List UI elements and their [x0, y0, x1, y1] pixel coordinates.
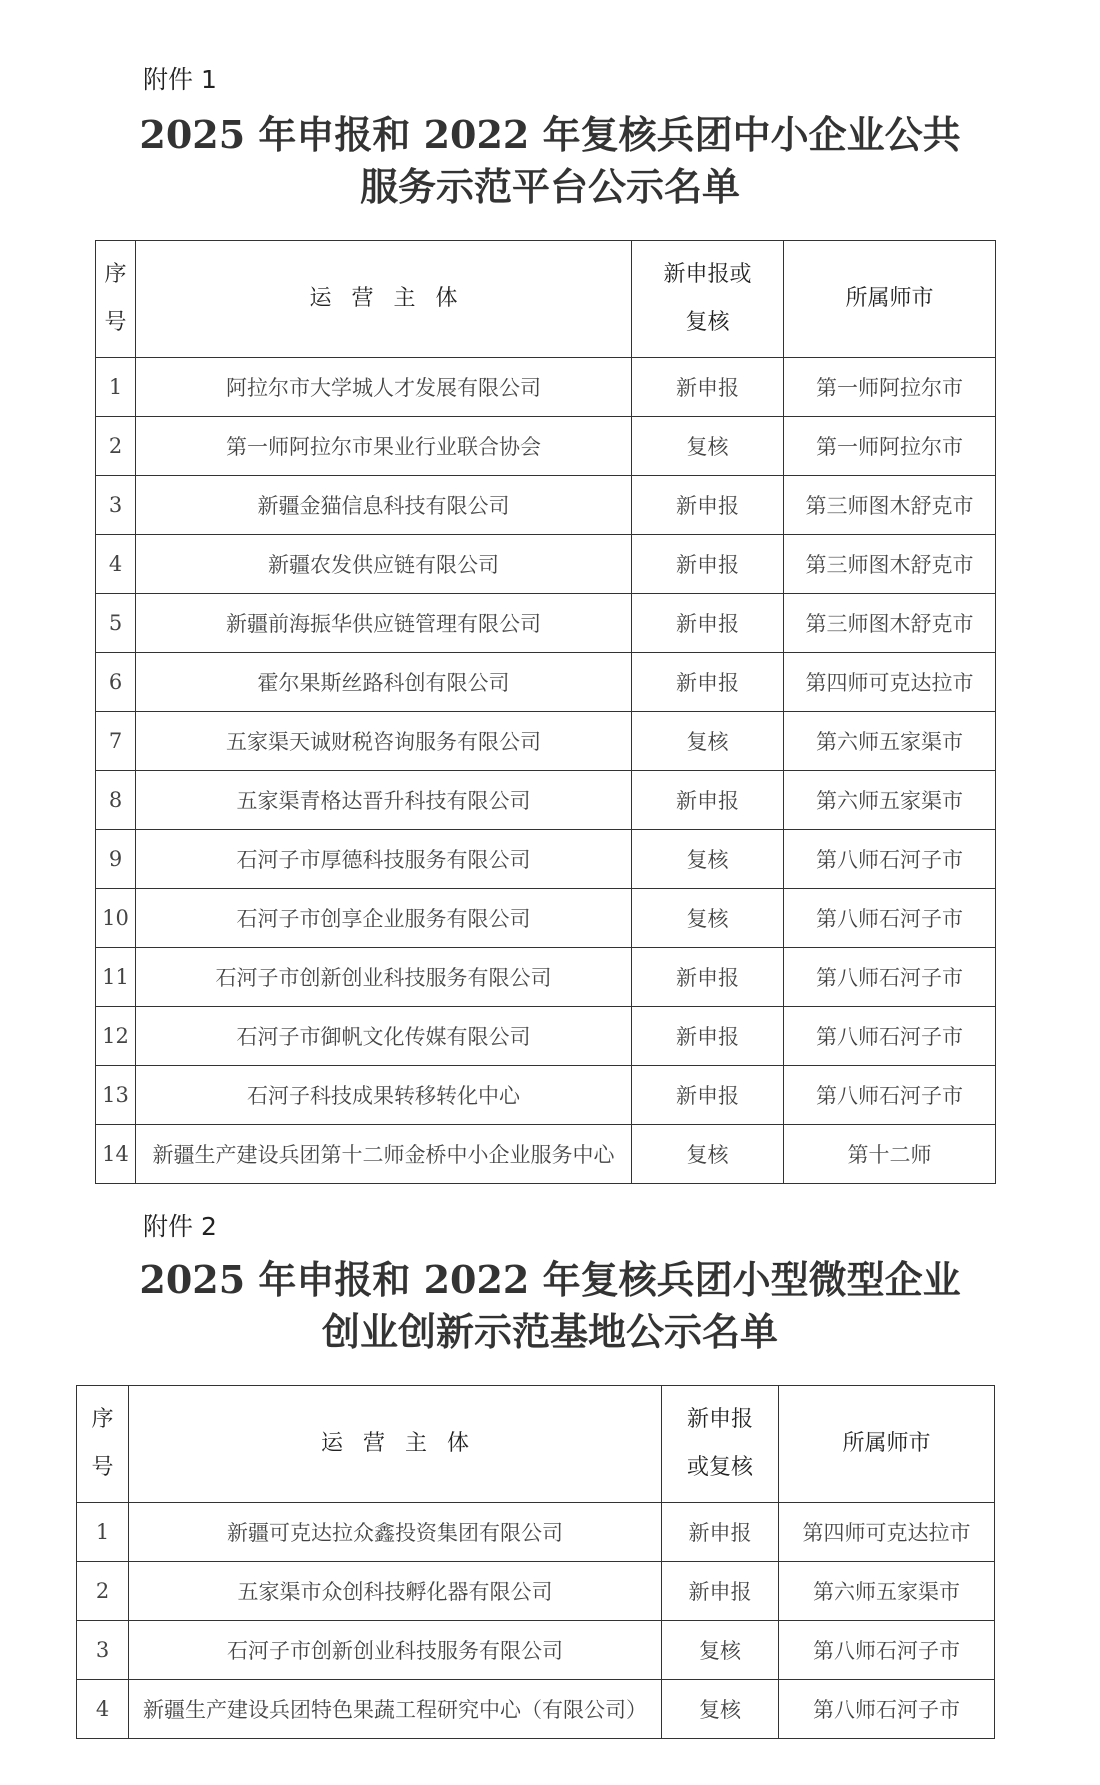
row-type: 新申报	[632, 476, 784, 535]
header-type-line2: 或复核	[686, 1455, 753, 1480]
row-entity: 石河子市御帆文化传媒有限公司	[136, 1007, 632, 1066]
row-entity: 新疆前海振华供应链管理有限公司	[136, 594, 632, 653]
table-row	[77, 1503, 995, 1562]
row-division: 第八师石河子市	[784, 948, 996, 1007]
row-division: 第六师五家渠市	[784, 771, 996, 830]
header-seq-bottom: 号	[91, 1455, 114, 1480]
row-type: 复核	[662, 1621, 779, 1680]
row-type: 复核	[632, 1125, 784, 1184]
table-row	[96, 535, 996, 594]
header-type-line1: 新申报或	[663, 262, 752, 287]
row-entity: 石河子科技成果转移转化中心	[136, 1066, 632, 1125]
table-row	[96, 771, 996, 830]
header-type	[662, 1386, 779, 1503]
row-seq: 6	[96, 653, 136, 712]
table-row	[96, 948, 996, 1007]
attachment-2-table	[76, 1385, 995, 1739]
row-seq: 10	[96, 889, 136, 948]
row-entity: 五家渠市众创科技孵化器有限公司	[129, 1562, 662, 1621]
row-entity: 五家渠天诚财税咨询服务有限公司	[136, 712, 632, 771]
row-seq: 3	[96, 476, 136, 535]
table-row	[96, 889, 996, 948]
row-type: 新申报	[662, 1562, 779, 1621]
row-seq: 4	[96, 535, 136, 594]
row-division: 第三师图木舒克市	[784, 535, 996, 594]
header-division: 所属师市	[784, 241, 996, 358]
row-entity: 石河子市创享企业服务有限公司	[136, 889, 632, 948]
row-type: 新申报	[662, 1503, 779, 1562]
row-seq: 4	[77, 1680, 129, 1739]
row-entity: 新疆生产建设兵团特色果蔬工程研究中心（有限公司）	[129, 1680, 662, 1739]
row-seq: 2	[77, 1562, 129, 1621]
attachment-1-table	[95, 240, 996, 1184]
row-division: 第三师图木舒克市	[784, 594, 996, 653]
row-type: 新申报	[632, 594, 784, 653]
attachment-1-label: 附件 1	[143, 65, 217, 94]
header-seq-bottom: 号	[104, 310, 127, 335]
header-seq-top: 序	[104, 262, 127, 287]
row-seq: 7	[96, 712, 136, 771]
table-row	[77, 1621, 995, 1680]
row-seq: 2	[96, 417, 136, 476]
row-entity: 阿拉尔市大学城人才发展有限公司	[136, 358, 632, 417]
row-seq: 3	[77, 1621, 129, 1680]
header-seq-top: 序	[91, 1407, 114, 1432]
row-type: 新申报	[632, 535, 784, 594]
row-seq: 5	[96, 594, 136, 653]
attachment-1-title-line1: 2025 年申报和 2022 年复核兵团中小企业公共	[139, 112, 961, 157]
row-seq: 1	[96, 358, 136, 417]
row-entity: 新疆金猫信息科技有限公司	[136, 476, 632, 535]
table-row	[96, 476, 996, 535]
table-row	[96, 653, 996, 712]
header-type	[632, 241, 784, 358]
table-row	[96, 1066, 996, 1125]
row-division: 第三师图木舒克市	[784, 476, 996, 535]
header-seq	[77, 1386, 129, 1503]
row-division: 第六师五家渠市	[784, 712, 996, 771]
table-row	[96, 712, 996, 771]
table-header-row	[77, 1386, 995, 1503]
row-division: 第八师石河子市	[779, 1680, 995, 1739]
attachment-2-rows	[77, 1503, 995, 1739]
attachment-1-title-line2: 服务示范平台公示名单	[359, 164, 740, 209]
row-division: 第十二师	[784, 1125, 996, 1184]
row-entity: 新疆农发供应链有限公司	[136, 535, 632, 594]
row-type: 复核	[662, 1680, 779, 1739]
row-division: 第四师可克达拉市	[779, 1503, 995, 1562]
row-seq: 12	[96, 1007, 136, 1066]
attachment-1-rows	[96, 358, 996, 1184]
row-type: 复核	[632, 889, 784, 948]
row-division: 第八师石河子市	[779, 1621, 995, 1680]
header-type-line2: 复核	[685, 310, 730, 335]
row-type: 新申报	[632, 1007, 784, 1066]
row-division: 第八师石河子市	[784, 889, 996, 948]
row-entity: 石河子市创新创业科技服务有限公司	[129, 1621, 662, 1680]
row-entity: 五家渠青格达晋升科技有限公司	[136, 771, 632, 830]
header-entity	[129, 1386, 662, 1503]
row-type: 复核	[632, 830, 784, 889]
table-header-row	[96, 241, 996, 358]
row-seq: 1	[77, 1503, 129, 1562]
row-type: 新申报	[632, 653, 784, 712]
row-entity: 石河子市厚德科技服务有限公司	[136, 830, 632, 889]
table-row	[96, 594, 996, 653]
row-seq: 13	[96, 1066, 136, 1125]
row-type: 复核	[632, 417, 784, 476]
row-type: 新申报	[632, 771, 784, 830]
row-entity: 第一师阿拉尔市果业行业联合协会	[136, 417, 632, 476]
row-seq: 8	[96, 771, 136, 830]
header-entity-label: 运营主体	[320, 1431, 489, 1456]
attachment-2-title-line2: 创业创新示范基地公示名单	[321, 1309, 778, 1354]
table-row	[96, 1007, 996, 1066]
header-entity	[136, 241, 632, 358]
table-row	[77, 1562, 995, 1621]
row-division: 第一师阿拉尔市	[784, 417, 996, 476]
row-division: 第六师五家渠市	[779, 1562, 995, 1621]
row-seq: 14	[96, 1125, 136, 1184]
row-seq: 9	[96, 830, 136, 889]
attachment-2-title-line1: 2025 年申报和 2022 年复核兵团小型微型企业	[139, 1257, 961, 1302]
row-division: 第八师石河子市	[784, 1007, 996, 1066]
table-row	[96, 417, 996, 476]
header-type-line1: 新申报	[686, 1407, 753, 1432]
row-entity: 新疆可克达拉众鑫投资集团有限公司	[129, 1503, 662, 1562]
header-division: 所属师市	[779, 1386, 995, 1503]
row-type: 复核	[632, 712, 784, 771]
table-row	[96, 358, 996, 417]
row-entity: 新疆生产建设兵团第十二师金桥中小企业服务中心	[136, 1125, 632, 1184]
table-row	[96, 830, 996, 889]
row-division: 第八师石河子市	[784, 1066, 996, 1125]
row-entity: 石河子市创新创业科技服务有限公司	[136, 948, 632, 1007]
table-row	[77, 1680, 995, 1739]
row-entity: 霍尔果斯丝路科创有限公司	[136, 653, 632, 712]
table-row	[96, 1125, 996, 1184]
header-entity-label: 运营主体	[309, 286, 478, 311]
row-division: 第一师阿拉尔市	[784, 358, 996, 417]
header-seq	[96, 241, 136, 358]
attachment-2-label: 附件 2	[143, 1212, 217, 1241]
row-division: 第四师可克达拉市	[784, 653, 996, 712]
row-type: 新申报	[632, 1066, 784, 1125]
row-type: 新申报	[632, 948, 784, 1007]
row-division: 第八师石河子市	[784, 830, 996, 889]
row-type: 新申报	[632, 358, 784, 417]
row-seq: 11	[96, 948, 136, 1007]
